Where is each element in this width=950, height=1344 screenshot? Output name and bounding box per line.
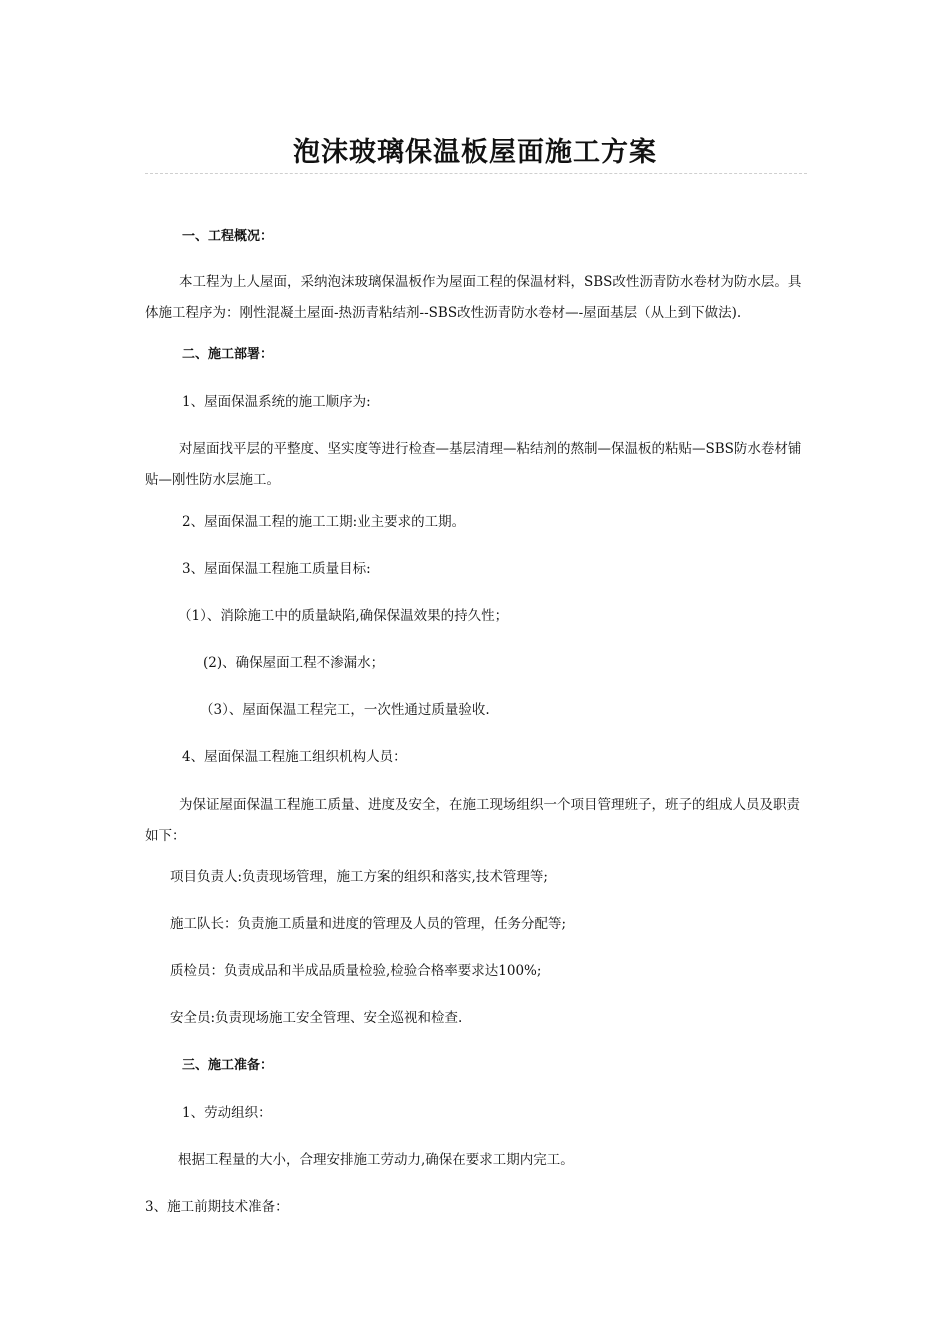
- item-3-1-labor-text: 根据工程量的大小，合理安排施工劳动力,确保在要求工期内完工。: [178, 1152, 574, 1168]
- section-1-heading: 一、工程概况：: [182, 229, 274, 244]
- section-3-heading: 三、施工准备：: [182, 1058, 274, 1073]
- role-project-manager: 项目负责人:负责现场管理，施工方案的组织和落实,技术管理等;: [170, 869, 548, 885]
- item-3-1-labor: 1、劳动组织：: [182, 1105, 272, 1121]
- item-2-4-organization: 4、屋面保温工程施工组织机构人员：: [182, 749, 407, 765]
- item-2-1-construction-sequence: 1、屋面保温系统的施工顺序为:: [182, 394, 371, 410]
- quality-target-2: (2)、确保屋面工程不渗漏水；: [203, 655, 385, 671]
- section-2-heading: 二、施工部署：: [182, 347, 274, 362]
- role-safety-officer: 安全员:负责现场施工安全管理、安全巡视和检查.: [170, 1010, 463, 1026]
- item-2-2-schedule: 2、屋面保温工程的施工工期:业主要求的工期。: [182, 514, 466, 530]
- section-1-overview-paragraph: 本工程为上人屋面，采纳泡沫玻璃保温板作为屋面工程的保温材料，SBS改性沥青防水卷材为防水层。具体施工程序为：刚性混凝土屋面-热沥青粘结剂--SBS改性沥青防水卷材—-屋面基层（从上到下做法).: [145, 274, 802, 321]
- item-2-1-sequence-text: 对屋面找平层的平整度、坚实度等进行检查—基层清理—粘结剂的熬制—保温板的粘贴—SBS防水卷材铺贴—刚性防水层施工。: [145, 441, 802, 488]
- item-2-4-organization-text: 为保证屋面保温工程施工质量、进度及安全，在施工现场组织一个项目管理班子，班子的组成人员及职责如下：: [145, 797, 800, 844]
- item-2-3-quality-target: 3、屋面保温工程施工质量目标:: [182, 561, 371, 577]
- role-team-leader: 施工队长：负责施工质量和进度的管理及人员的管理，任务分配等;: [170, 916, 567, 932]
- document-title: 泡沫玻璃保温板屋面施工方案: [293, 137, 657, 168]
- quality-target-1: （1）、消除施工中的质量缺陷,确保保温效果的持久性；: [178, 608, 509, 624]
- role-quality-inspector: 质检员：负责成品和半成品质量检验,检验合格率要求达100%;: [170, 963, 542, 979]
- item-3-3-technical-prep: 3、施工前期技术准备：: [145, 1199, 289, 1215]
- title-divider: [145, 173, 807, 174]
- quality-target-3: （3）、屋面保温工程完工，一次性通过质量验收.: [200, 702, 490, 718]
